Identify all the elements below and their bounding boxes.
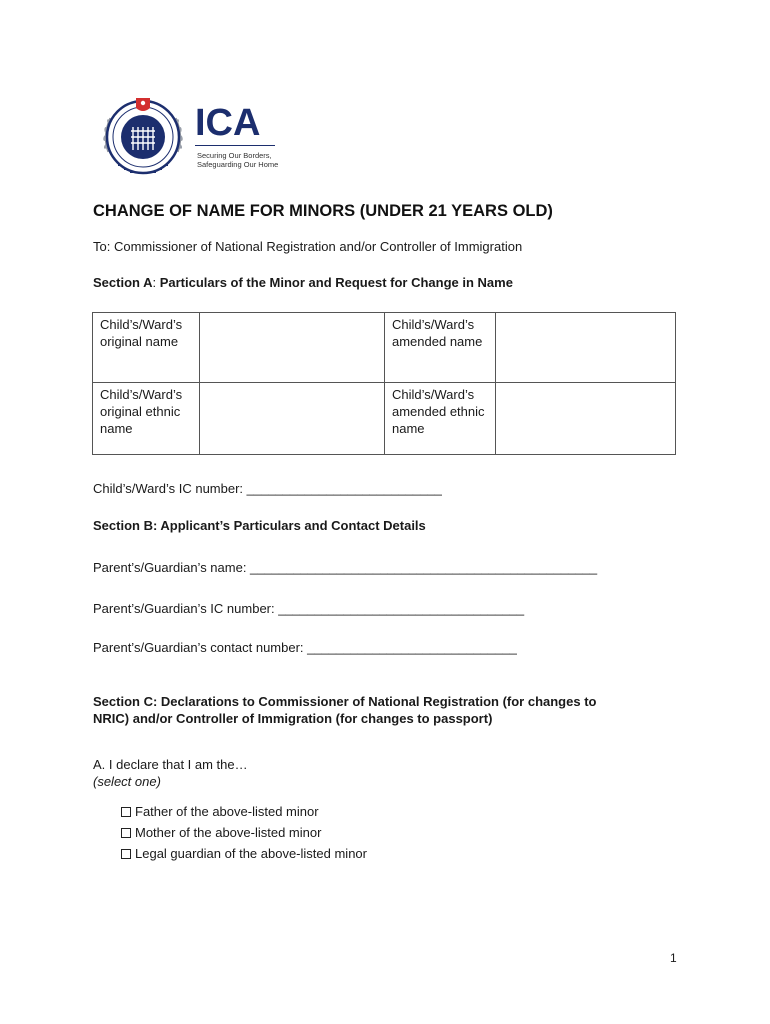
addressee-line: To: Commissioner of National Registration and/or Controller of Immigration <box>93 239 523 254</box>
amended-ethnic-label-line3: name <box>392 421 425 436</box>
declaration-a-text: A. I declare that I am the… <box>93 757 248 772</box>
original-ethnic-label-line1: Child’s/Ward’s <box>100 387 183 402</box>
page-title: CHANGE OF NAME FOR MINORS (UNDER 21 YEARS OLD) <box>93 202 553 220</box>
option-father-label: Father of the above-listed minor <box>135 804 319 819</box>
original-name-label-line1: Child’s/Ward’s <box>100 317 183 332</box>
original-ethnic-name-field[interactable] <box>200 383 385 455</box>
amended-name-field[interactable] <box>496 313 676 383</box>
option-legal-guardian[interactable] <box>121 846 367 861</box>
amended-ethnic-name-field[interactable] <box>496 383 676 455</box>
logo-acronym: ICA <box>195 102 261 144</box>
original-ethnic-label-line2: original ethnic <box>100 404 181 419</box>
checkbox-icon[interactable] <box>121 828 131 838</box>
table-row <box>93 313 676 383</box>
checkbox-icon[interactable] <box>121 807 131 817</box>
option-mother[interactable] <box>121 825 321 840</box>
section-b-heading: Section B: Applicant’s Particulars and Contact Details <box>93 518 426 533</box>
guardian-name-field[interactable]: Parent’s/Guardian’s name: ________________________________________________ <box>93 560 598 575</box>
section-a-prefix: Section A <box>93 275 153 290</box>
amended-name-label-line2: amended name <box>392 334 483 349</box>
checkbox-icon[interactable] <box>121 849 131 859</box>
option-legal-guardian-label: Legal guardian of the above-listed minor <box>135 846 367 861</box>
section-a-colon: : <box>152 275 157 290</box>
amended-ethnic-name-label <box>385 383 496 455</box>
amended-name-label <box>385 313 496 383</box>
guardian-contact-field[interactable]: Parent’s/Guardian’s contact number: _____________________________ <box>93 640 517 655</box>
page-number: 1 <box>670 951 677 965</box>
amended-name-label-line1: Child’s/Ward’s <box>392 317 475 332</box>
guardian-ic-field[interactable]: Parent’s/Guardian’s IC number: __________________________________ <box>93 601 525 616</box>
ica-crest-icon <box>98 92 194 180</box>
original-ethnic-label-line3: name <box>100 421 133 436</box>
child-ic-number-field[interactable]: Child’s/Ward’s IC number: ___________________________ <box>93 481 442 496</box>
logo-divider <box>195 145 275 146</box>
section-a-heading <box>93 275 513 290</box>
amended-ethnic-label-line1: Child’s/Ward’s <box>392 387 475 402</box>
option-mother-label: Mother of the above-listed minor <box>135 825 322 840</box>
select-one-hint: (select one) <box>93 774 161 789</box>
section-c-heading-line1: Section C: Declarations to Commissioner of National Registration (for changes to <box>93 694 597 709</box>
logo-tagline-line2: Safeguarding Our Home <box>197 160 279 169</box>
original-name-field[interactable] <box>200 313 385 383</box>
logo-tagline-line1: Securing Our Borders, <box>197 151 272 160</box>
amended-ethnic-label-line2: amended ethnic <box>392 404 485 419</box>
name-change-table <box>92 312 676 455</box>
original-name-label <box>93 313 200 383</box>
original-ethnic-name-label <box>93 383 200 455</box>
table-row <box>93 383 676 455</box>
option-father[interactable] <box>121 804 319 819</box>
section-c-heading-line2: NRIC) and/or Controller of Immigration (for changes to passport) <box>93 711 493 726</box>
section-a-title: Particulars of the Minor and Request for Change in Name <box>156 275 513 290</box>
original-name-label-line2: original name <box>100 334 179 349</box>
